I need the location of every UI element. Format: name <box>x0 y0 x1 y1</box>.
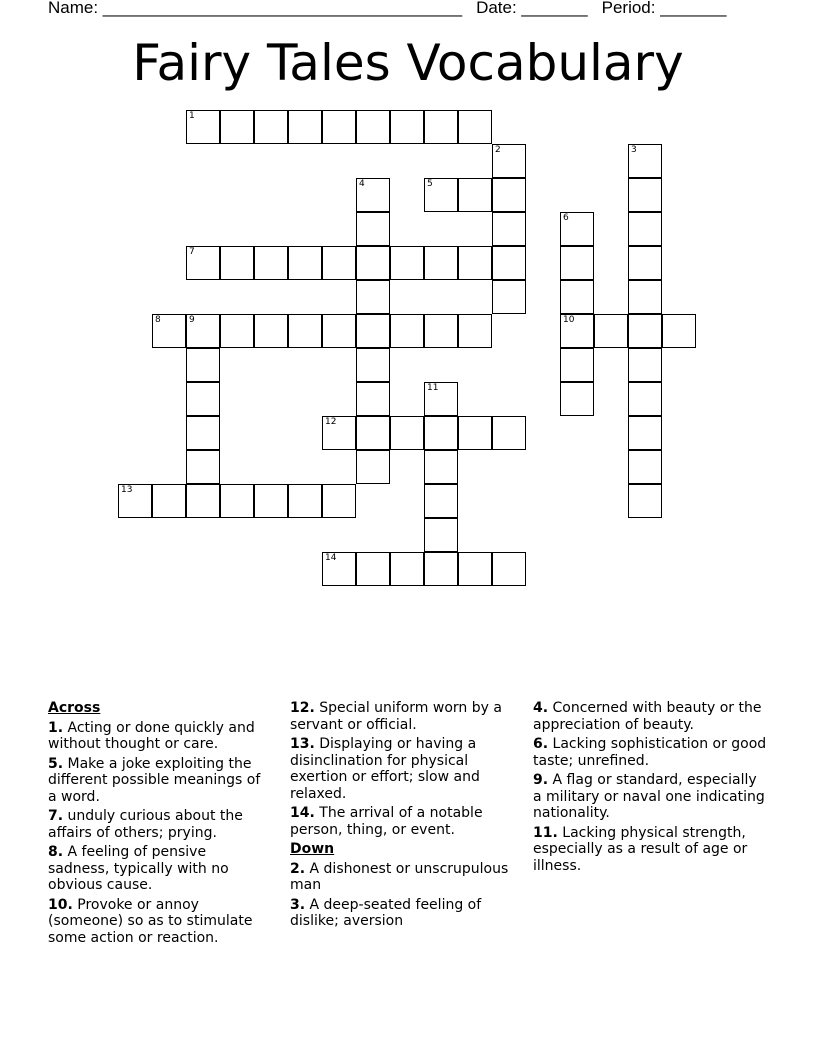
clue-number: 2. <box>290 860 306 877</box>
grid-cell[interactable] <box>560 382 594 416</box>
date-field-label: Date: _______ <box>476 0 588 17</box>
grid-cell[interactable] <box>424 518 458 552</box>
clue-down-11 <box>533 825 768 875</box>
grid-cell[interactable] <box>322 484 356 518</box>
grid-cell[interactable] <box>492 246 526 280</box>
grid-cell[interactable] <box>390 246 424 280</box>
cell-number: 6 <box>563 213 569 223</box>
clue-text: Acting or done quickly and without thought or care. <box>48 719 255 752</box>
grid-cell[interactable] <box>424 178 458 212</box>
clue-across-5 <box>48 756 270 806</box>
clue-text: A dishonest or unscrupulous man <box>290 860 509 893</box>
grid-cell[interactable] <box>492 416 526 450</box>
clue-across-7 <box>48 808 270 841</box>
grid-cell[interactable] <box>254 314 288 348</box>
grid-cell[interactable] <box>492 280 526 314</box>
clue-number: 14. <box>290 805 315 821</box>
grid-cell[interactable] <box>118 484 152 518</box>
clue-number: 7. <box>48 808 64 824</box>
clue-across-1 <box>48 720 270 753</box>
grid-cell[interactable] <box>458 552 492 586</box>
grid-cell[interactable] <box>186 484 220 518</box>
cell-number: 5 <box>427 179 433 189</box>
cell-number: 11 <box>427 383 439 393</box>
name-field-label: Name: ______________________________________ <box>48 0 463 17</box>
grid-cell[interactable] <box>322 416 356 450</box>
clue-number: 9. <box>533 772 549 788</box>
clues-column-2 <box>290 700 518 933</box>
clue-down-9 <box>533 772 768 822</box>
grid-cell[interactable] <box>186 110 220 144</box>
clues-column-1 <box>48 700 270 949</box>
grid-cell[interactable] <box>220 484 254 518</box>
grid-cell[interactable] <box>424 484 458 518</box>
grid-cell[interactable] <box>254 110 288 144</box>
grid-cell[interactable] <box>458 246 492 280</box>
grid-cell[interactable] <box>356 110 390 144</box>
grid-cell[interactable] <box>288 110 322 144</box>
grid-cell[interactable] <box>390 416 424 450</box>
grid-cell[interactable] <box>594 314 628 348</box>
cell-number: 3 <box>631 145 637 155</box>
grid-cell[interactable] <box>492 212 526 246</box>
cell-number: 2 <box>495 145 501 155</box>
grid-cell[interactable] <box>288 246 322 280</box>
clue-down-6 <box>533 736 768 769</box>
clue-text: unduly curious about the affairs of others; prying. <box>48 808 243 841</box>
cell-number: 14 <box>325 553 337 563</box>
grid-cell[interactable] <box>186 314 220 348</box>
clue-across-10 <box>48 897 270 947</box>
clue-down-3 <box>290 897 518 930</box>
clue-number: 8. <box>48 844 64 860</box>
grid-cell[interactable] <box>492 178 526 212</box>
clue-text: Make a joke exploiting the different possible meanings of a word. <box>48 755 261 805</box>
grid-cell[interactable] <box>356 382 390 416</box>
clue-across-13 <box>290 736 518 802</box>
grid-cell[interactable] <box>186 348 220 382</box>
clue-text: Displaying or having a disinclination for physical exertion or effort; slow and relaxed. <box>290 736 480 802</box>
grid-cell[interactable] <box>254 484 288 518</box>
grid-cell[interactable] <box>356 314 390 348</box>
grid-cell[interactable] <box>186 382 220 416</box>
grid-cell[interactable] <box>356 280 390 314</box>
grid-cell[interactable] <box>220 314 254 348</box>
grid-cell[interactable] <box>628 484 662 518</box>
cell-number: 10 <box>563 315 575 325</box>
clue-number: 12. <box>290 700 315 716</box>
grid-cell[interactable] <box>628 144 662 178</box>
grid-cell[interactable] <box>560 280 594 314</box>
clue-text: A feeling of pensive sadness, typically with no obvious cause. <box>48 844 229 893</box>
clue-number: 4. <box>533 700 549 716</box>
grid-cell[interactable] <box>628 280 662 314</box>
grid-cell[interactable] <box>662 314 696 348</box>
clue-number: 1. <box>48 719 64 736</box>
grid-cell[interactable] <box>186 246 220 280</box>
grid-cell[interactable] <box>424 246 458 280</box>
grid-cell[interactable] <box>458 416 492 450</box>
grid-cell[interactable] <box>356 348 390 382</box>
clue-across-12 <box>290 700 518 733</box>
grid-cell[interactable] <box>628 382 662 416</box>
grid-cell[interactable] <box>458 178 492 212</box>
clue-number: 5. <box>48 755 64 772</box>
clue-text: Special uniform worn by a servant or official. <box>290 700 502 733</box>
grid-cell[interactable] <box>288 314 322 348</box>
grid-cell[interactable] <box>356 212 390 246</box>
grid-cell[interactable] <box>628 450 662 484</box>
grid-cell[interactable] <box>628 178 662 212</box>
down-heading: Down <box>290 841 335 857</box>
clue-text: Concerned with beauty or the appreciation of beauty. <box>533 700 762 733</box>
clue-text: Lacking sophistication or good taste; unrefined. <box>533 736 767 769</box>
period-field-label: Period: _______ <box>601 0 727 17</box>
grid-cell[interactable] <box>424 416 458 450</box>
cell-number: 4 <box>359 179 365 189</box>
clue-down-4 <box>533 700 768 733</box>
grid-cell[interactable] <box>356 552 390 586</box>
grid-cell[interactable] <box>152 314 186 348</box>
grid-cell[interactable] <box>458 314 492 348</box>
page-title: Fairy Tales Vocabulary <box>132 34 684 92</box>
grid-cell[interactable] <box>390 552 424 586</box>
grid-cell[interactable] <box>288 484 322 518</box>
grid-cell[interactable] <box>152 484 186 518</box>
clue-text: The arrival of a notable person, thing, or event. <box>290 805 483 838</box>
clue-number: 3. <box>290 896 306 913</box>
cell-number: 9 <box>189 315 195 325</box>
clue-down-2 <box>290 861 518 894</box>
grid-cell[interactable] <box>628 348 662 382</box>
grid-cell[interactable] <box>322 314 356 348</box>
grid-cell[interactable] <box>356 178 390 212</box>
grid-cell[interactable] <box>220 246 254 280</box>
grid-cell[interactable] <box>424 110 458 144</box>
grid-cell[interactable] <box>560 348 594 382</box>
clue-number: 6. <box>533 736 549 752</box>
grid-cell[interactable] <box>458 110 492 144</box>
across-heading: Across <box>48 700 101 716</box>
grid-cell[interactable] <box>322 552 356 586</box>
cell-number: 7 <box>189 247 195 257</box>
grid-cell[interactable] <box>186 450 220 484</box>
grid-cell[interactable] <box>356 246 390 280</box>
grid-cell[interactable] <box>390 314 424 348</box>
grid-cell[interactable] <box>560 246 594 280</box>
cell-number: 8 <box>155 315 161 325</box>
clue-number: 10. <box>48 896 73 913</box>
grid-cell[interactable] <box>220 110 254 144</box>
grid-cell[interactable] <box>356 450 390 484</box>
grid-cell[interactable] <box>356 416 390 450</box>
clue-text: Provoke or annoy (someone) so as to stimulate some action or reaction. <box>48 896 253 946</box>
clues-column-3 <box>533 700 768 877</box>
clue-across-14 <box>290 805 518 838</box>
grid-cell[interactable] <box>628 246 662 280</box>
clue-number: 13. <box>290 736 315 752</box>
grid-cell[interactable] <box>186 416 220 450</box>
clue-across-8 <box>48 844 270 894</box>
grid-cell[interactable] <box>254 246 288 280</box>
clue-text: A deep-seated feeling of dislike; aversion <box>290 896 482 929</box>
grid-cell[interactable] <box>424 382 458 416</box>
grid-cell[interactable] <box>560 212 594 246</box>
grid-cell[interactable] <box>322 110 356 144</box>
grid-cell[interactable] <box>424 552 458 586</box>
grid-cell[interactable] <box>390 110 424 144</box>
grid-cell[interactable] <box>628 416 662 450</box>
cell-number: 13 <box>121 485 133 495</box>
cell-number: 1 <box>189 111 195 121</box>
grid-cell[interactable] <box>628 314 662 348</box>
grid-cell[interactable] <box>628 212 662 246</box>
grid-cell[interactable] <box>424 314 458 348</box>
clue-number: 11. <box>533 824 558 841</box>
clue-text: Lacking physical strength, especially as a result of age or illness. <box>533 824 748 874</box>
grid-cell[interactable] <box>560 314 594 348</box>
grid-cell[interactable] <box>322 246 356 280</box>
cell-number: 12 <box>325 417 337 427</box>
grid-cell[interactable] <box>424 450 458 484</box>
grid-cell[interactable] <box>492 144 526 178</box>
clue-text: A flag or standard, especially a military or naval one indicating nationality. <box>533 772 765 821</box>
grid-cell[interactable] <box>492 552 526 586</box>
